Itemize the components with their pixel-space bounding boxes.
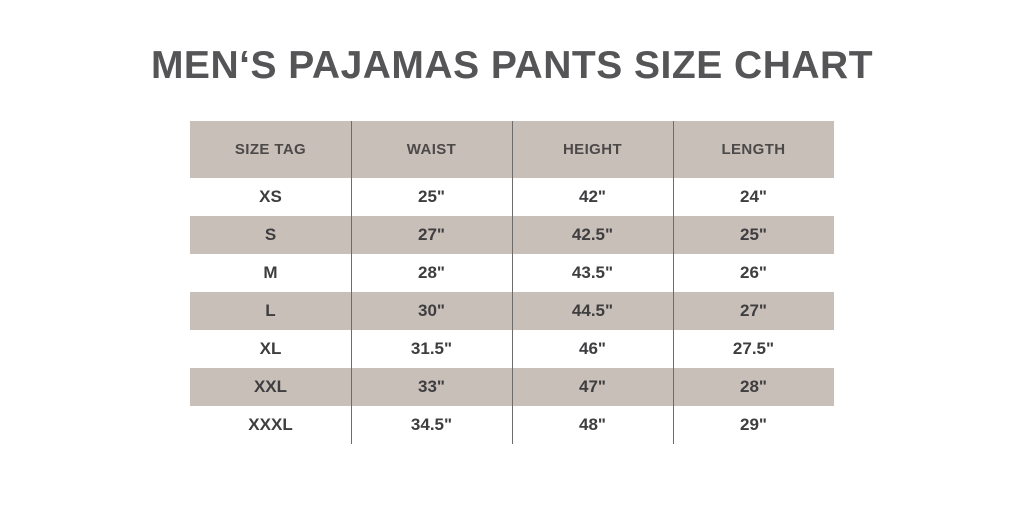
height-cell: 46" — [579, 339, 606, 358]
size-tag-cell: M — [263, 263, 278, 282]
header-cell-length: LENGTH — [721, 141, 786, 158]
header-cell-waist: WAIST — [406, 141, 457, 158]
length-cell: 28" — [740, 377, 767, 396]
waist-cell: 28" — [418, 263, 445, 282]
size-chart-table — [190, 121, 834, 444]
height-cell: 42" — [579, 187, 606, 206]
size-tag-cell: S — [264, 225, 277, 244]
column-divider — [673, 121, 674, 444]
column-divider — [512, 121, 513, 444]
waist-cell: 27" — [418, 225, 445, 244]
height-cell: 47" — [579, 377, 606, 396]
length-cell: 29" — [740, 415, 767, 434]
waist-cell: 33" — [418, 377, 445, 396]
height-cell: 43.5" — [571, 263, 614, 282]
length-cell: 27.5" — [732, 339, 775, 358]
waist-cell: 25" — [418, 187, 445, 206]
length-cell: 25" — [740, 225, 767, 244]
size-tag-cell: XXL — [253, 377, 288, 396]
waist-cell: 34.5" — [410, 415, 453, 434]
header-cell-size-tag: SIZE TAG — [234, 141, 307, 158]
length-cell: 26" — [740, 263, 767, 282]
height-cell: 42.5" — [571, 225, 614, 244]
header-cell-height: HEIGHT — [562, 141, 623, 158]
size-tag-cell: XS — [259, 187, 282, 206]
size-tag-cell: XL — [259, 339, 282, 358]
size-tag-cell: L — [265, 301, 276, 320]
column-divider — [351, 121, 352, 444]
height-cell: 48" — [579, 415, 606, 434]
length-cell: 27" — [740, 301, 767, 320]
size-tag-cell: XXXL — [248, 415, 293, 434]
waist-cell: 31.5" — [410, 339, 453, 358]
waist-cell: 30" — [418, 301, 445, 320]
page-title: MEN‘S PAJAMAS PANTS SIZE CHART — [150, 44, 874, 87]
length-cell: 24" — [740, 187, 767, 206]
height-cell: 44.5" — [571, 301, 614, 320]
